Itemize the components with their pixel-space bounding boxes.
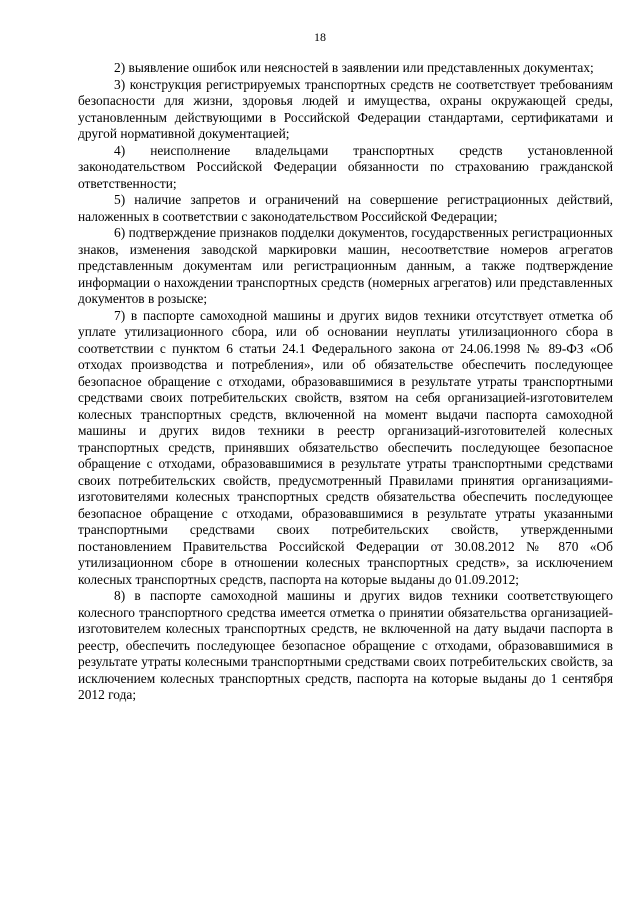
paragraph-item-2: 2) выявление ошибок или неясностей в заявлении или представленных документах; — [114, 60, 594, 75]
page-number: 18 — [314, 30, 326, 44]
paragraph-item-5: 5) наличие запретов и ограничений на совершение регистрационных действий, наложенных в соответствии с законодательством Российской Федерации; — [78, 192, 613, 224]
paragraph-item-7: 7) в паспорте самоходной машины и других видов техники отсутствует отметка об уплате утилизационного сбора, или об основании неуплаты утилизационного сбора в соответствии с пунктом 6 статьи 24.1 Федерального закона от 24.06.1998 № 89-ФЗ «Об отходах производства и потребления», или об обязательстве обеспечить последующее безопасное обращение с отходами, образовавшимися в результате утраты транспортными средствами своих потребительских свойств, взятом на себя организацией-изготовителем колесных транспортных средств, включенной на момент выдачи паспорта самоходной машины и других видов техники в реестр организаций-изготовителей колесных транспортных средств, принявших обязательство обеспечить последующее безопасное обращение с отходами, образовавшимися в результате утраты транспортными средствами своих потребительских свойств, предусмотренный Правилами принятия организациями- изготовителями колесных транспортных средств обязательства обеспечить последующее безопасное обращение с отходами, образовавшимися в результате утраты указанными транспортными средствами своих потребительских свойств, утвержденными постановлением Правительства Российской Федерации от 30.08.2012 № 870 «Об утилизационном сборе в отношении колесных транспортных средств», за исключением колесных транспортных средств, паспорта на которые выданы до 01.09.2012; — [78, 307, 613, 587]
paragraph-item-4: 4) неисполнение владельцами транспортных средств установленной законодательством Российской Федерации обязанности по страхованию гражданской ответственности; — [78, 142, 613, 191]
paragraph-item-6: 6) подтверждение признаков подделки документов, государственных регистрационных знаков, изменения заводской маркировки машин, несоответствие номеров агрегатов представленным документам или регистрационным данным, а также подтверждение информации о нахождении транспортных средств (номерных агрегатов) или представленных документов в розыске; — [78, 225, 613, 306]
paragraph-item-8: 8) в паспорте самоходной машины и других видов техники соответствующего колесного транспортного средства имеется отметка о принятии обязательства организацией-изготовителем колесных транспортных средств, не включенной на дату выдачи паспорта в реестр, обеспечить последующее безопасное обращение с отходами, образовавшимися в результате утраты колесными транспортными средствами своих потребительских свойств, за исключением колесных транспортных средств, паспорта на которые выданы до 1 сентября 2012 года; — [78, 588, 613, 702]
paragraph-item-3: 3) конструкция регистрируемых транспортных средств не соответствует требованиям безопасности для жизни, здоровья людей и имущества, охраны окружающей среды, установленным действующими в Российской Федерации стандартами, сертификатами и другой нормативной документацией; — [78, 76, 613, 141]
document-body — [78, 60, 613, 704]
